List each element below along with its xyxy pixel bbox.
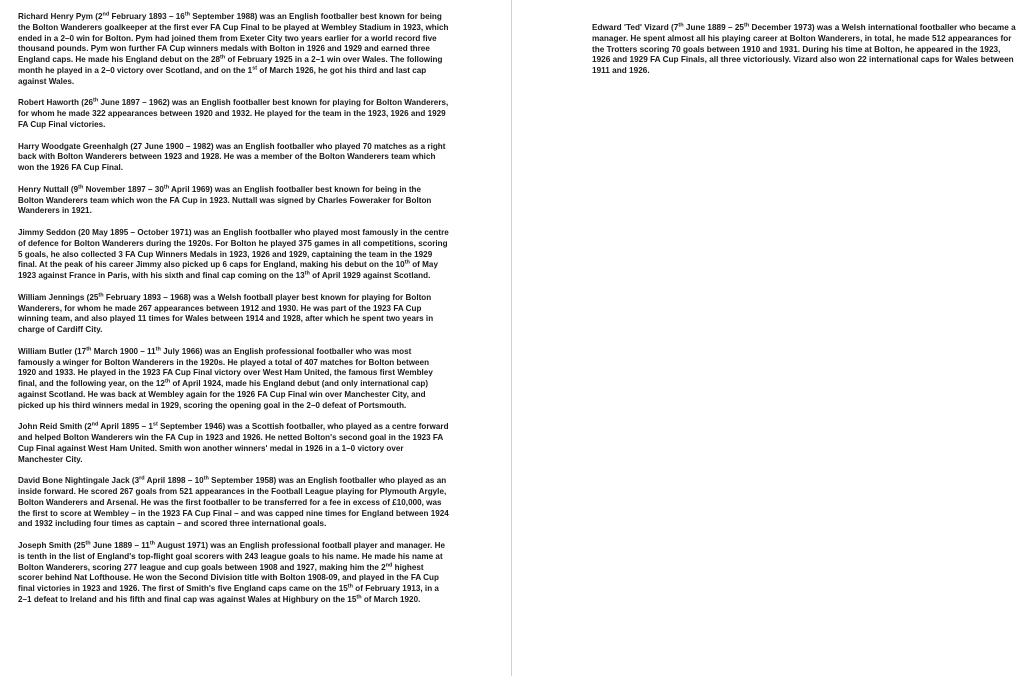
ordinal-suffix: th bbox=[86, 346, 92, 353]
paragraph bbox=[18, 541, 449, 606]
ordinal-suffix: th bbox=[347, 583, 354, 590]
ordinal-suffix: th bbox=[220, 54, 226, 61]
ordinal-suffix: th bbox=[163, 184, 170, 191]
ordinal-suffix: th bbox=[404, 259, 410, 266]
paragraph-text-run: June 1897 – 1962) was an English footballer best known for playing for Bolton Wanderers, for whom he made 322 appearances between 1920 and 1932. He played for the team in the 1923, 1926 and 1929 FA Cup Final victories. bbox=[18, 98, 449, 129]
paragraph-text-run: Joseph Smith (25 bbox=[18, 541, 86, 550]
ordinal-suffix: th bbox=[149, 540, 156, 547]
paragraph-text-run: Robert Haworth (26 bbox=[18, 98, 94, 108]
paragraph bbox=[18, 142, 449, 174]
ordinal-suffix: rd bbox=[139, 475, 145, 482]
paragraph-text-run: February 1893 – 16 bbox=[109, 12, 185, 21]
paragraph bbox=[18, 12, 449, 87]
paragraph-text-run: September 1988) was an English footballer best known for being the Bolton Wanderers goalkeeper at the first ever FA Cup Final to be played at Wembley Stadium in 1923, which ended in a 2–0 win for Bolton. Pym had joined them from Exeter City two years earlier for a world record five thousand pounds. Pym won further FA Cup winners medals with Bolton in 1926 and 1929 and earned three England caps. He made his England debut on the 28 bbox=[18, 12, 449, 64]
ordinal-suffix: st bbox=[252, 65, 258, 72]
ordinal-suffix: th bbox=[78, 184, 84, 191]
paragraph-text-run: June 1889 – 25 bbox=[683, 23, 745, 32]
paragraph-text-run: April 1969) was an English footballer best known for being in the Bolton Wanderers team which won the FA Cup in 1923. Nuttall was signed by Charles Foweraker for Bolton Wanderers in 1921. bbox=[18, 184, 432, 216]
paragraph-text-run: Jimmy Seddon (20 May 1895 – October 1971) was an English footballer who played most famously in the centre of defence for Bolton Wanderers during the 1920s. For Bolton he played 375 games in all competitions, scoring 5 goals, he also collected 3 FA Cup Winners Medals in 1923, 1926 and 1929, captaining the team in the 1929 final. At the peak of his career Jimmy also picked up 6 caps for England, making his debut on the 10 bbox=[18, 228, 449, 270]
paragraph bbox=[18, 228, 449, 282]
paragraph-text-run: April 1895 – 1 bbox=[98, 422, 153, 432]
paragraph-text-run: Edward 'Ted' Vizard (7 bbox=[592, 23, 679, 32]
right-page bbox=[512, 0, 1026, 676]
paragraph-text-run: William Butler (17 bbox=[18, 346, 87, 356]
paragraph-text-run: Harry Woodgate Greenhalgh (27 June 1900 – 1982) was an English footballer who played 70 matches as a right back with Bolton Wanderers between 1923 and 1928. He was a member of the Bolton Wanderers team which won the 1926 FA Cup Final. bbox=[18, 141, 446, 172]
paragraph-text-run: August 1971) was an English professional football player and manager. He is tenth in the list of England's top-flight goal scorers with 243 league goals to his name. He made his name at Bolton Wanderers, scoring 277 league and cup goals between 1908 and 1927, making him the 2 bbox=[18, 541, 445, 572]
paragraph bbox=[18, 98, 449, 130]
paragraph-text-run: September 1958) was an English footballer who played as an inside forward. He scored 267 goals from 521 appearances in the Football League playing for Plymouth Argyle, Bolton Wanderers and Arsenal. He was the first footballer to be transferred for a fee in excess of £10,000, was the first to score at Wembley – in the 1923 FA Cup Final – and was capped nine times for England between 1924 and 1932 including four times as captain – and scored three international goals. bbox=[18, 476, 449, 529]
paragraph-text-run: of May 1923 against France in Paris, with his sixth and final cap coming on the 13 bbox=[18, 260, 438, 280]
paragraph bbox=[592, 23, 1020, 77]
paragraph bbox=[18, 422, 449, 465]
paragraph bbox=[18, 476, 449, 530]
ordinal-suffix: th bbox=[356, 594, 362, 601]
paragraph-text-run: John Reid Smith (2 bbox=[18, 422, 92, 432]
ordinal-suffix: th bbox=[93, 97, 99, 104]
paragraph-text-run: December 1973) was a Welsh international footballer who became a manager. He spent almost all his playing career at Bolton Wanderers, in total, he made 512 appearances for the Trotters scoring 70 goals between 1910 and 1931. During his time at Bolton, he appeared in the 1923, 1926 and 1929 FA Cup Finals, all three victoriously. Vizard also won 22 international caps for Wales between 1911 and 1926. bbox=[592, 23, 1016, 76]
paragraph-text-run: April 1898 – 10 bbox=[144, 476, 204, 486]
ordinal-suffix: th bbox=[678, 22, 684, 29]
right-page-text bbox=[592, 23, 1020, 77]
ordinal-suffix: th bbox=[164, 378, 171, 385]
paragraph-text-run: March 1900 – 11 bbox=[91, 346, 156, 356]
ordinal-suffix: th bbox=[85, 540, 91, 547]
ordinal-suffix: nd bbox=[91, 421, 99, 428]
paragraph-text-run: highest scorer behind Nat Lofthouse. He won the Second Division title with Bolton 1908-09, and played in the FA Cup final victories in 1923 and 1926. The first of Smith's five England caps came on the 15 bbox=[18, 562, 439, 593]
paragraph-text-run: of March 1926, he got his third and last cap against Wales. bbox=[18, 65, 427, 86]
ordinal-suffix: th bbox=[304, 270, 310, 277]
paragraph-text-run: of February 1925 in a 2–1 win over Wales. The following month he played in a 2–0 victory over Scotland, and on the 1 bbox=[18, 55, 443, 75]
paragraph bbox=[18, 293, 449, 336]
left-page bbox=[0, 0, 511, 676]
paragraph-text-run: Henry Nuttall (9 bbox=[18, 184, 79, 194]
paragraph-text-run: of February 1913, in a 2–1 defeat to Ireland and his fifth and final cap was against Wales at Highbury on the 15 bbox=[18, 584, 439, 604]
ordinal-suffix: th bbox=[98, 292, 104, 299]
paragraph-text-run: of April 1929 against Scotland. bbox=[309, 271, 431, 280]
paragraph-text-run: June 1889 – 11 bbox=[90, 541, 150, 550]
ordinal-suffix: th bbox=[155, 346, 161, 353]
left-page-text bbox=[18, 12, 449, 606]
paragraph-text-run: Richard Henry Pym (2 bbox=[18, 12, 103, 21]
paragraph bbox=[18, 347, 449, 412]
ordinal-suffix: nd bbox=[102, 11, 110, 18]
ordinal-suffix: nd bbox=[385, 561, 393, 568]
ordinal-suffix: th bbox=[203, 475, 209, 482]
paragraph-text-run: of April 1924, made his England debut (and only international cap) against Scotland. He was back at Wembley again for the 1926 FA Cup Final win over Manchester City, and picked up his third winners medal in 1929, scoring the opening goal in the 2–0 defeat of Portsmouth. bbox=[18, 379, 429, 410]
paragraph-text-run: September 1946) was a Scottish footballer, who played as a centre forward and helped Bolton Wanderers win the FA Cup in 1923 and 1926. He netted Bolton's second goal in the 1923 FA Cup Final against West Ham United. Smith won another winners' medal in 1926 in a 1–0 victory over Manchester City. bbox=[18, 422, 449, 464]
ordinal-suffix: st bbox=[152, 421, 158, 428]
paragraph-text-run: William Jennings (25 bbox=[18, 292, 99, 302]
paragraph bbox=[18, 185, 449, 217]
paragraph-text-run: July 1966) was an English professional footballer who was most famously a winger for Bolton Wanderers in the 1920s. He played a total of 407 matches for Bolton between 1920 and 1933. He played in the 1923 FA Cup Final victory over West Ham United, the famous first Wembley final, and the following year, on the 12 bbox=[18, 346, 433, 388]
paragraph-text-run: David Bone Nightingale Jack (3 bbox=[18, 476, 140, 486]
ordinal-suffix: th bbox=[184, 11, 191, 18]
paragraph-text-run: February 1893 – 1968) was a Welsh football player best known for playing for Bolton Wanderers, for whom he made 267 appearances between 1912 and 1930. He was part of the 1923 FA Cup winning team, and also played 11 times for Wales between 1914 and 1928, after which he spent two years in charge of Cardiff City. bbox=[18, 292, 434, 334]
paragraph-text-run: November 1897 – 30 bbox=[83, 184, 164, 194]
paragraph-text-run: of March 1920. bbox=[361, 594, 421, 604]
ordinal-suffix: th bbox=[744, 22, 750, 29]
